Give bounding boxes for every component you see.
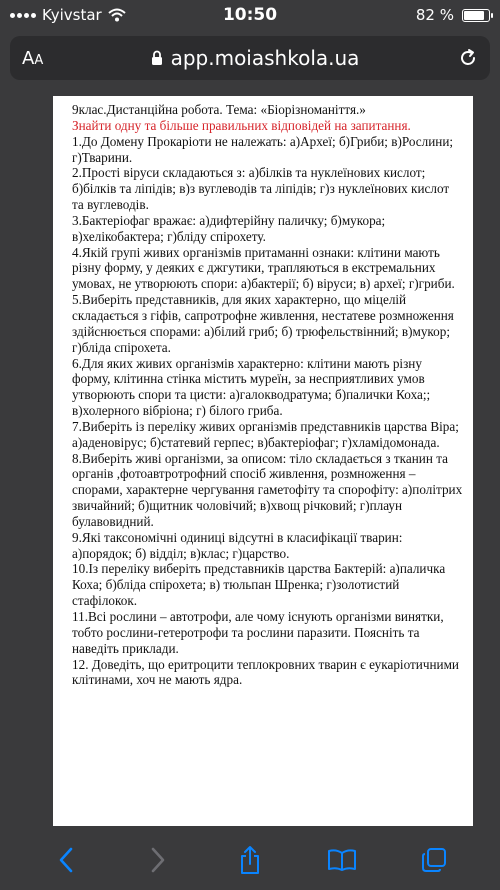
back-button[interactable] — [46, 840, 86, 880]
question-item: 3.Бактеріофаг вражає: а)дифтерійну паличку; б)мукора; в)хелікобактера; г)бліду спірохету. — [72, 212, 386, 244]
url-text: app.moiashkola.ua — [170, 46, 360, 70]
question-item: 10.Із переліку виберіть представників царства Бактерій: а)паличка Коха; б)бліда спірохета; в) тюльпан Шренка; г)золотистий стафілокок. — [72, 561, 446, 609]
battery-group — [416, 6, 490, 24]
reload-button[interactable] — [448, 48, 478, 68]
tabs-icon — [421, 847, 447, 873]
document-instruction: Знайти одну та більше правильних відповідей на запитання. — [72, 117, 411, 133]
carrier-name: Kyivstar — [42, 6, 102, 24]
share-button[interactable] — [230, 840, 270, 880]
chevron-right-icon — [150, 847, 166, 873]
bookmarks-icon — [327, 848, 357, 872]
battery-level-fill — [464, 11, 484, 20]
web-content[interactable] — [53, 96, 473, 826]
browser-toolbar — [0, 830, 500, 890]
bookmarks-button[interactable] — [322, 840, 362, 880]
battery-percent: 82 % — [415, 6, 454, 24]
share-icon — [238, 845, 262, 875]
signal-icon — [10, 13, 36, 18]
document-body — [53, 96, 463, 688]
document-header: 9клас.Дистанційна робота. Тема: «Біорізноманіття.» — [72, 102, 366, 117]
question-item: 12. Доведіть, що еритроцити теплокровних тварин є еукаріотичними клітинами, хоч не мають ядра. — [72, 656, 459, 688]
chevron-left-icon — [58, 847, 74, 873]
question-item: 4.Якій групі живих організмів притаманні ознаки: клітини мають різну форму, у деяких є джгутики, трапляються в екстремальних умовах, не утворюють спори: а)бактерії; б) віруси; в) археї; г)гриби. — [72, 244, 455, 292]
question-item: 7.Виберіть із переліку живих організмів представників царства Віра; а)аденовірус; б)статевий герпес; в)бактеріофаг; г)хламідомонада. — [72, 418, 459, 450]
question-item: 2.Прості віруси складаються з: а)білків та нуклеїнових кислот; б)білків та ліпідів; в)з вуглеводів та ліпідів; г)з нуклеїнових кислот та вуглеводів. — [72, 165, 450, 213]
question-item: 9.Які таксономічні одиниці відсутні в класифікації тварин: а)порядок; б) відділ; в)клас; г)царство. — [72, 529, 403, 561]
url-field[interactable] — [62, 46, 448, 70]
battery-icon — [462, 9, 490, 22]
clock: 10:50 — [222, 5, 278, 25]
question-item: 11.Всі рослини – автотрофи, але чому існують організми винятки, тобто рослини-гетеротрофи та рослини паразити. Поясніть та наведіть приклади. — [72, 609, 444, 656]
forward-button[interactable] — [138, 840, 178, 880]
question-item: 8.Виберіть живі організми, за описом: тіло складається з тканин та органів ,фотоавтротрофний спосіб живлення, розмноження –спорами, характерне чергування гаметофіту та спорофіту: а)політрих звичайний; б)щитник чоловічий; в)хвощ річковий; г)плаун булавовидний. — [72, 450, 463, 529]
reload-icon — [458, 48, 478, 68]
question-item: 1.До Домену Прокаріоти не належать: а)Археї; б)Гриби; в)Рослини; г)Тварини. — [72, 133, 454, 165]
question-item: 5.Виберіть представників, для яких характерно, що міцелій складається з гіфів, сапротрофне живлення, нестатеве розмноження здійснюється спорами: а)білий гриб; б) трюфельствінний; в)мукор; г)бліда спірохета. — [72, 292, 454, 355]
question-item: 6.Для яких живих організмів характерно: клітини мають різну форму, клітинна стінка містить муреїн, за несприятливих умов утворюють спори та цисти: а)галокводратума; б)палички Коха;; в)холерного вібріона; г) білого гриба. — [72, 355, 431, 419]
tabs-button[interactable] — [414, 840, 454, 880]
address-bar[interactable] — [10, 36, 490, 80]
lock-icon — [151, 50, 163, 66]
wifi-icon — [108, 8, 126, 22]
status-bar — [0, 0, 500, 30]
text-size-button[interactable]: AA — [22, 47, 44, 69]
carrier-group — [10, 6, 126, 24]
